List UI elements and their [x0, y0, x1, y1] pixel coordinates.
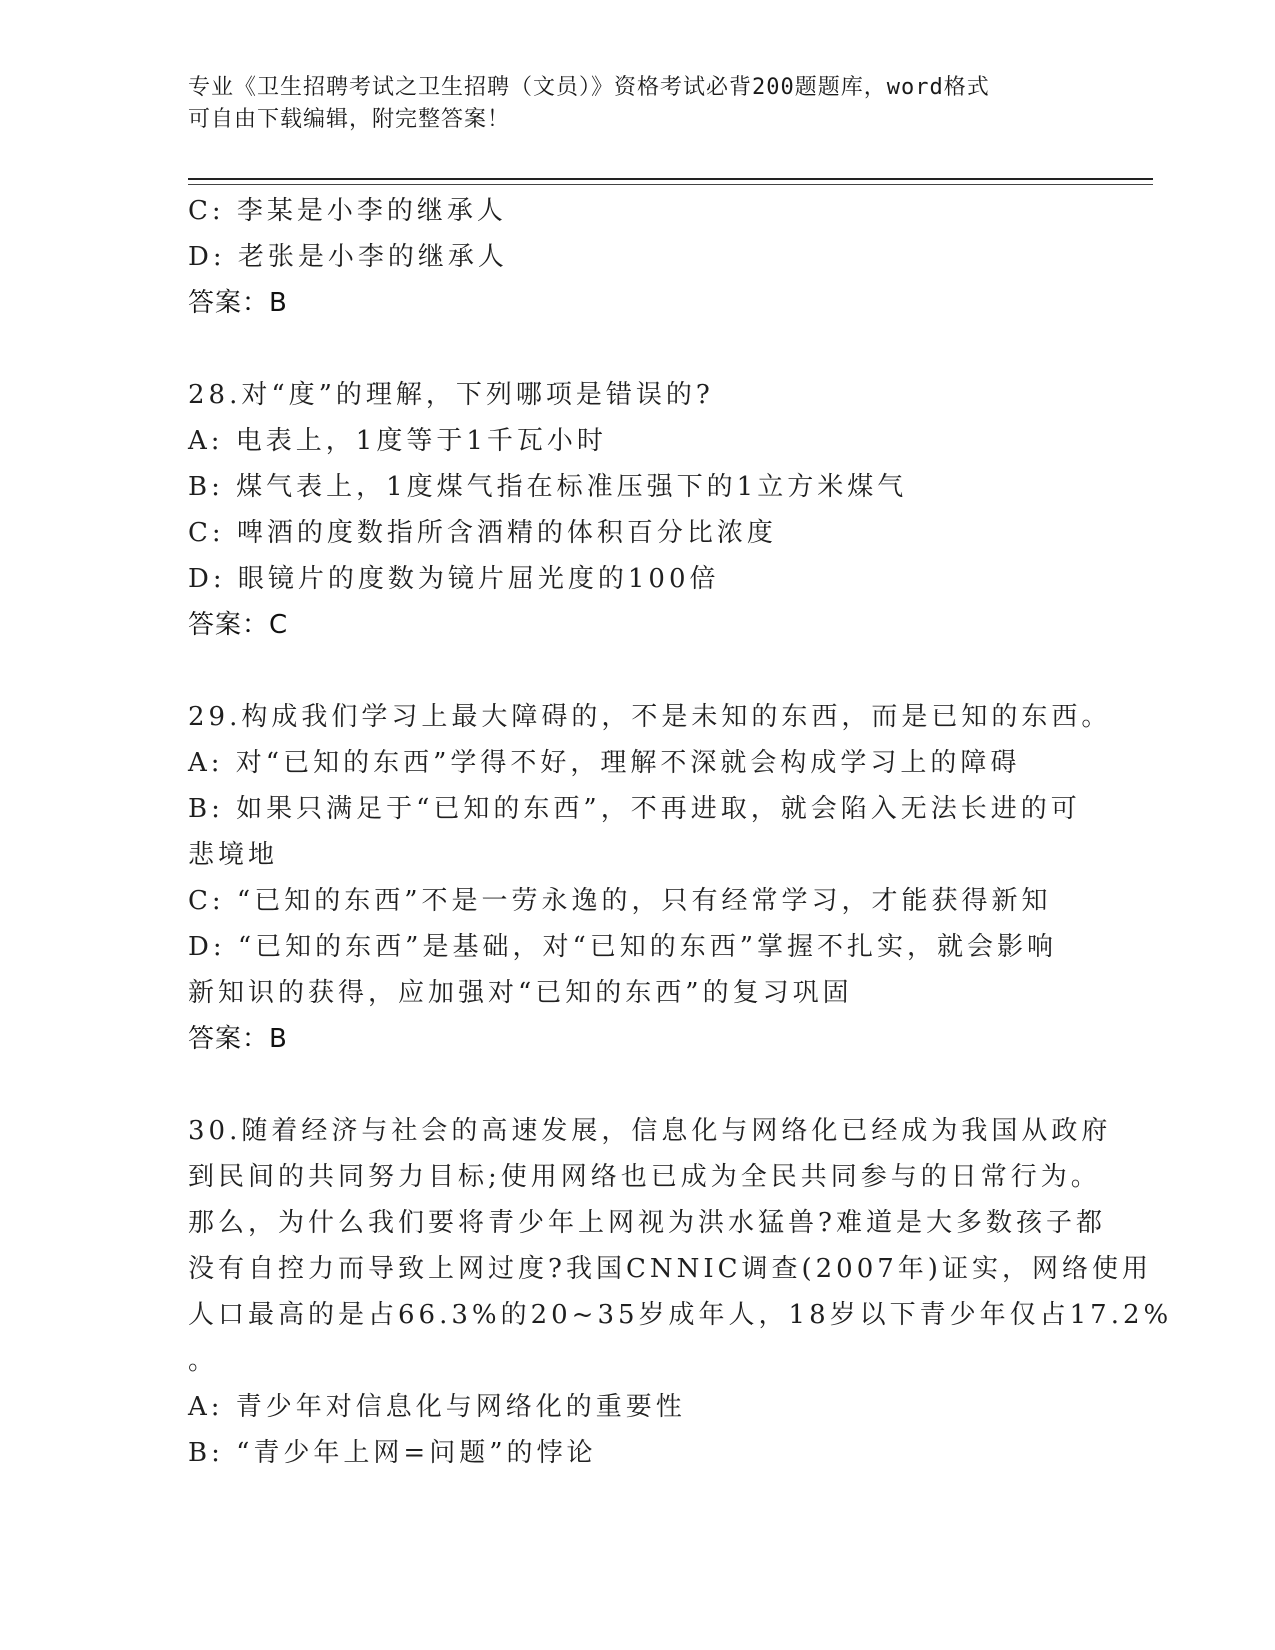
question-block-27	[188, 188, 1088, 326]
option-b-line-1: B: 如果只满足于“已知的东西”，不再进取，就会陷入无法长进的可	[188, 794, 1081, 824]
header-title-line-1: 专业《卫生招聘考试之卫生招聘（文员）》资格考试必背200题题库，word格式	[188, 75, 990, 100]
option-b: B: “青少年上网=问题”的悖论	[188, 1438, 597, 1468]
answer-line: 答案：B	[188, 288, 288, 318]
option-a: A: 电表上，1度等于1千瓦小时	[188, 426, 607, 456]
question-text-line-2: 到民间的共同努力目标;使用网络也已成为全民共同参与的日常行为。	[188, 1162, 1101, 1192]
option-c: C: 李某是小李的继承人	[188, 196, 507, 226]
document-body	[188, 188, 1173, 1476]
option-b-line-2: 悲境地	[188, 840, 279, 870]
answer-line: 答案：B	[188, 1024, 288, 1054]
question-text-line-1: 30.随着经济与社会的高速发展，信息化与网络化已经成为我国从政府	[188, 1116, 1112, 1146]
question-text: 29.构成我们学习上最大障碍的，不是未知的东西，而是已知的东西。	[188, 702, 1112, 732]
page-header	[188, 72, 1068, 136]
header-divider-thin	[188, 184, 1153, 185]
question-text: 28.对“度”的理解，下列哪项是错误的?	[188, 380, 714, 410]
option-d-line-1: D: “已知的东西”是基础，对“已知的东西”掌握不扎实，就会影响	[188, 932, 1058, 962]
header-title-line-2: 可自由下载编辑，附完整答案！	[188, 107, 511, 132]
header-divider-thick	[188, 178, 1153, 180]
option-b: B: 煤气表上，1度煤气指在标准压强下的1立方米煤气	[188, 472, 908, 502]
question-block-29	[188, 694, 1112, 1062]
option-d-line-2: 新知识的获得，应加强对“已知的东西”的复习巩固	[188, 978, 853, 1008]
option-c: C: “已知的东西”不是一劳永逸的，只有经常学习，才能获得新知	[188, 886, 1052, 916]
spacer	[188, 648, 1088, 694]
option-a: A: 对“已知的东西”学得不好，理解不深就会构成学习上的障碍	[188, 748, 1021, 778]
question-text-line-6: 。	[188, 1346, 219, 1376]
option-a: A: 青少年对信息化与网络化的重要性	[188, 1392, 686, 1422]
question-block-28	[188, 372, 1088, 648]
question-text-line-3: 那么，为什么我们要将青少年上网视为洪水猛兽?难道是大多数孩子都	[188, 1208, 1106, 1238]
option-d: D: 眼镜片的度数为镜片屈光度的100倍	[188, 564, 720, 594]
answer-line: 答案：C	[188, 610, 289, 640]
question-text-line-4: 没有自控力而导致上网过度?我国CNNIC调查(2007年)证实，网络使用	[188, 1254, 1152, 1284]
question-block-30	[188, 1108, 1173, 1476]
option-c: C: 啤酒的度数指所含酒精的体积百分比浓度	[188, 518, 777, 548]
spacer	[188, 326, 1088, 372]
option-d: D: 老张是小李的继承人	[188, 242, 508, 272]
question-text-line-5: 人口最高的是占66.3%的20~35岁成年人，18岁以下青少年仅占17.2%	[188, 1300, 1173, 1330]
spacer	[188, 1062, 1088, 1108]
